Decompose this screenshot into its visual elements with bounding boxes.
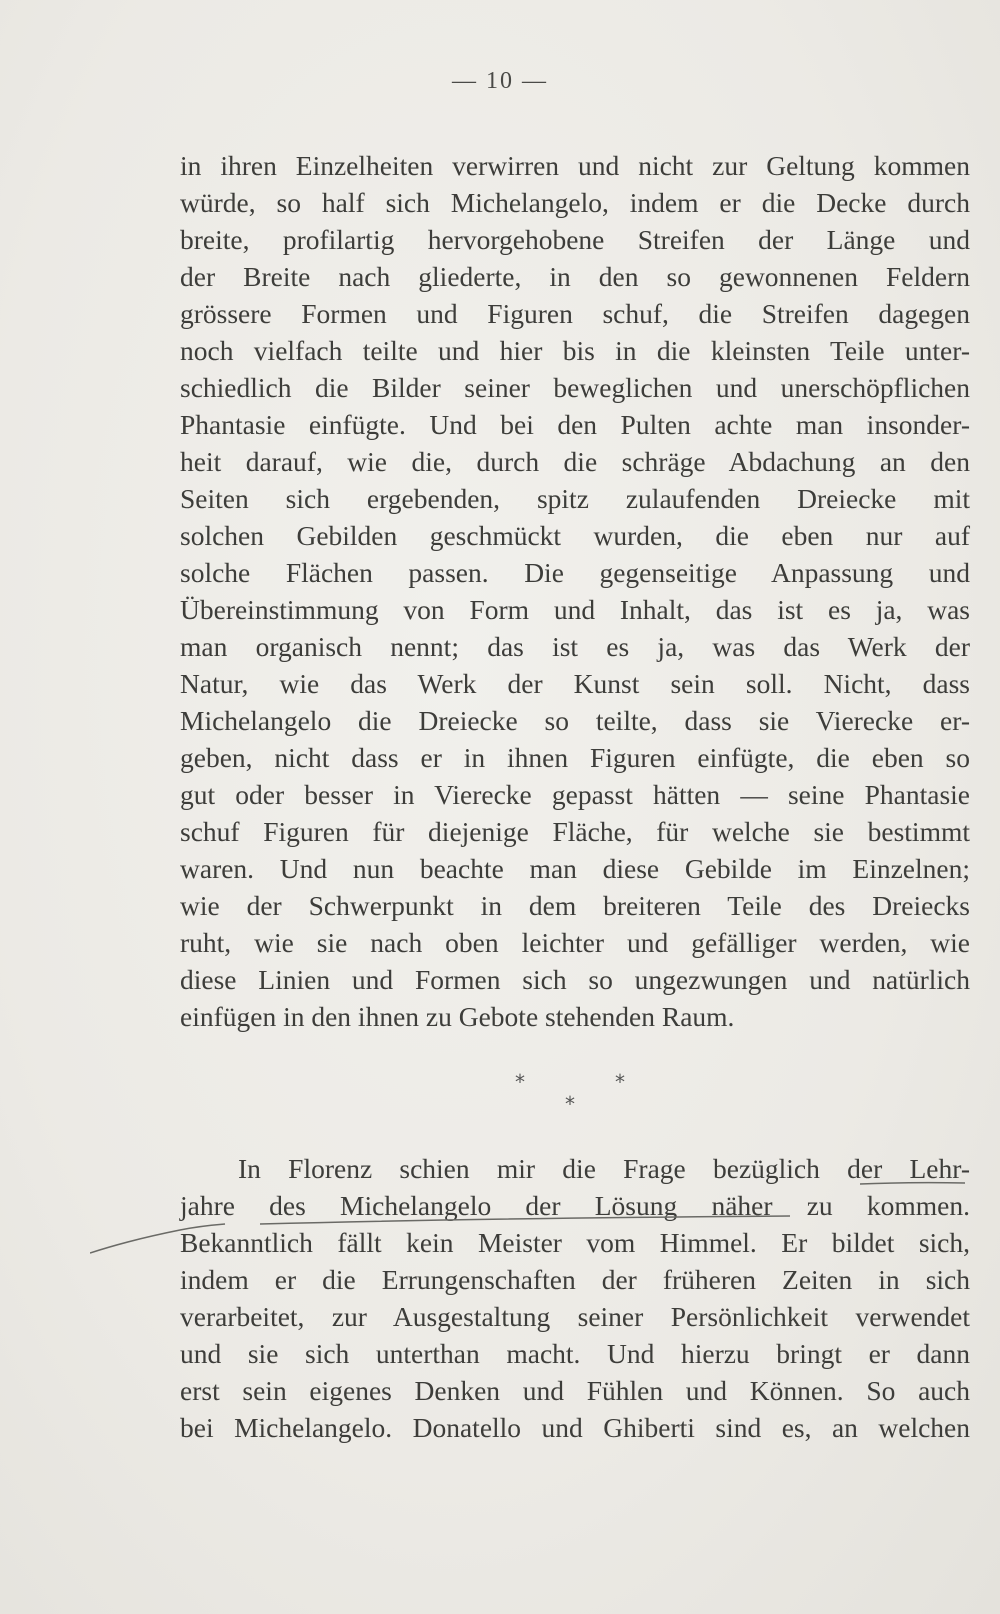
text-line: erst sein eigenes Denken und Fühlen und Können. So auch bbox=[180, 1375, 970, 1406]
text-line: Natur, wie das Werk der Kunst sein soll. Nicht, dass bbox=[180, 668, 970, 699]
page-number: — 10 — bbox=[452, 68, 548, 94]
text-line: In Florenz schien mir die Frage bezüglich der Lehr- bbox=[238, 1153, 970, 1184]
text-line: in ihren Einzelheiten verwirren und nicht zur Geltung kommen bbox=[180, 150, 970, 181]
text-line: würde, so half sich Michelangelo, indem er die Decke durch bbox=[180, 187, 970, 218]
asterisk: * bbox=[565, 1092, 575, 1116]
text-line: Phantasie einfügte. Und bei den Pulten achte man insonder- bbox=[180, 409, 970, 440]
asterisk: * bbox=[615, 1070, 625, 1094]
text-line: gut oder besser in Vierecke gepasst hätten — seine Phantasie bbox=[180, 779, 970, 810]
text-line: solche Flächen passen. Die gegenseitige Anpassung und bbox=[180, 557, 970, 588]
text-line: einfügen in den ihnen zu Gebote stehenden Raum. bbox=[180, 1001, 735, 1032]
text-line: waren. Und nun beachte man diese Gebilde im Einzelnen; bbox=[180, 853, 970, 884]
text-line: schiedlich die Bilder seiner beweglichen und unerschöpflichen bbox=[180, 372, 970, 403]
text-line: breite, profilartig hervorgehobene Streifen der Länge und bbox=[180, 224, 970, 255]
text-line: ruht, wie sie nach oben leichter und gefälliger werden, wie bbox=[180, 927, 970, 958]
section-separator bbox=[500, 1070, 650, 1120]
text-line: diese Linien und Formen sich so ungezwungen und natürlich bbox=[180, 964, 970, 995]
text-line: heit darauf, wie die, durch die schräge Abdachung an den bbox=[180, 446, 970, 477]
text-line: grössere Formen und Figuren schuf, die Streifen dagegen bbox=[180, 298, 970, 329]
paragraph-1 bbox=[180, 147, 970, 1035]
text-line: verarbeitet, zur Ausgestaltung seiner Persönlichkeit verwendet bbox=[180, 1301, 970, 1332]
text-line: jahre des Michelangelo der Lösung näher zu kommen. bbox=[180, 1190, 970, 1221]
text-line: der Breite nach gliederte, in den so gewonnenen Feldern bbox=[180, 261, 970, 292]
text-line: geben, nicht dass er in ihnen Figuren einfügte, die eben so bbox=[180, 742, 970, 773]
text-line: bei Michelangelo. Donatello und Ghiberti sind es, an welchen bbox=[180, 1412, 970, 1443]
text-line: solchen Gebilden geschmückt wurden, die eben nur auf bbox=[180, 520, 970, 551]
text-line: Übereinstimmung von Form und Inhalt, das ist es ja, was bbox=[180, 594, 970, 625]
text-line: Seiten sich ergebenden, spitz zulaufenden Dreiecke mit bbox=[180, 483, 970, 514]
text-line: und sie sich unterthan macht. Und hierzu bringt er dann bbox=[180, 1338, 970, 1369]
pencil-underline-annotation bbox=[90, 1180, 990, 1260]
text-line: indem er die Errungenschaften der früheren Zeiten in sich bbox=[180, 1264, 970, 1295]
text-line: man organisch nennt; das ist es ja, was das Werk der bbox=[180, 631, 970, 662]
text-line: Bekanntlich fällt kein Meister vom Himmel. Er bildet sich, bbox=[180, 1227, 970, 1258]
asterisk: * bbox=[515, 1070, 525, 1094]
text-line: Michelangelo die Dreiecke so teilte, dass sie Vierecke er- bbox=[180, 705, 970, 736]
text-line: noch vielfach teilte und hier bis in die kleinsten Teile unter- bbox=[180, 335, 970, 366]
text-line: wie der Schwerpunkt in dem breiteren Teile des Dreiecks bbox=[180, 890, 970, 921]
text-line: schuf Figuren für diejenige Fläche, für welche sie bestimmt bbox=[180, 816, 970, 847]
